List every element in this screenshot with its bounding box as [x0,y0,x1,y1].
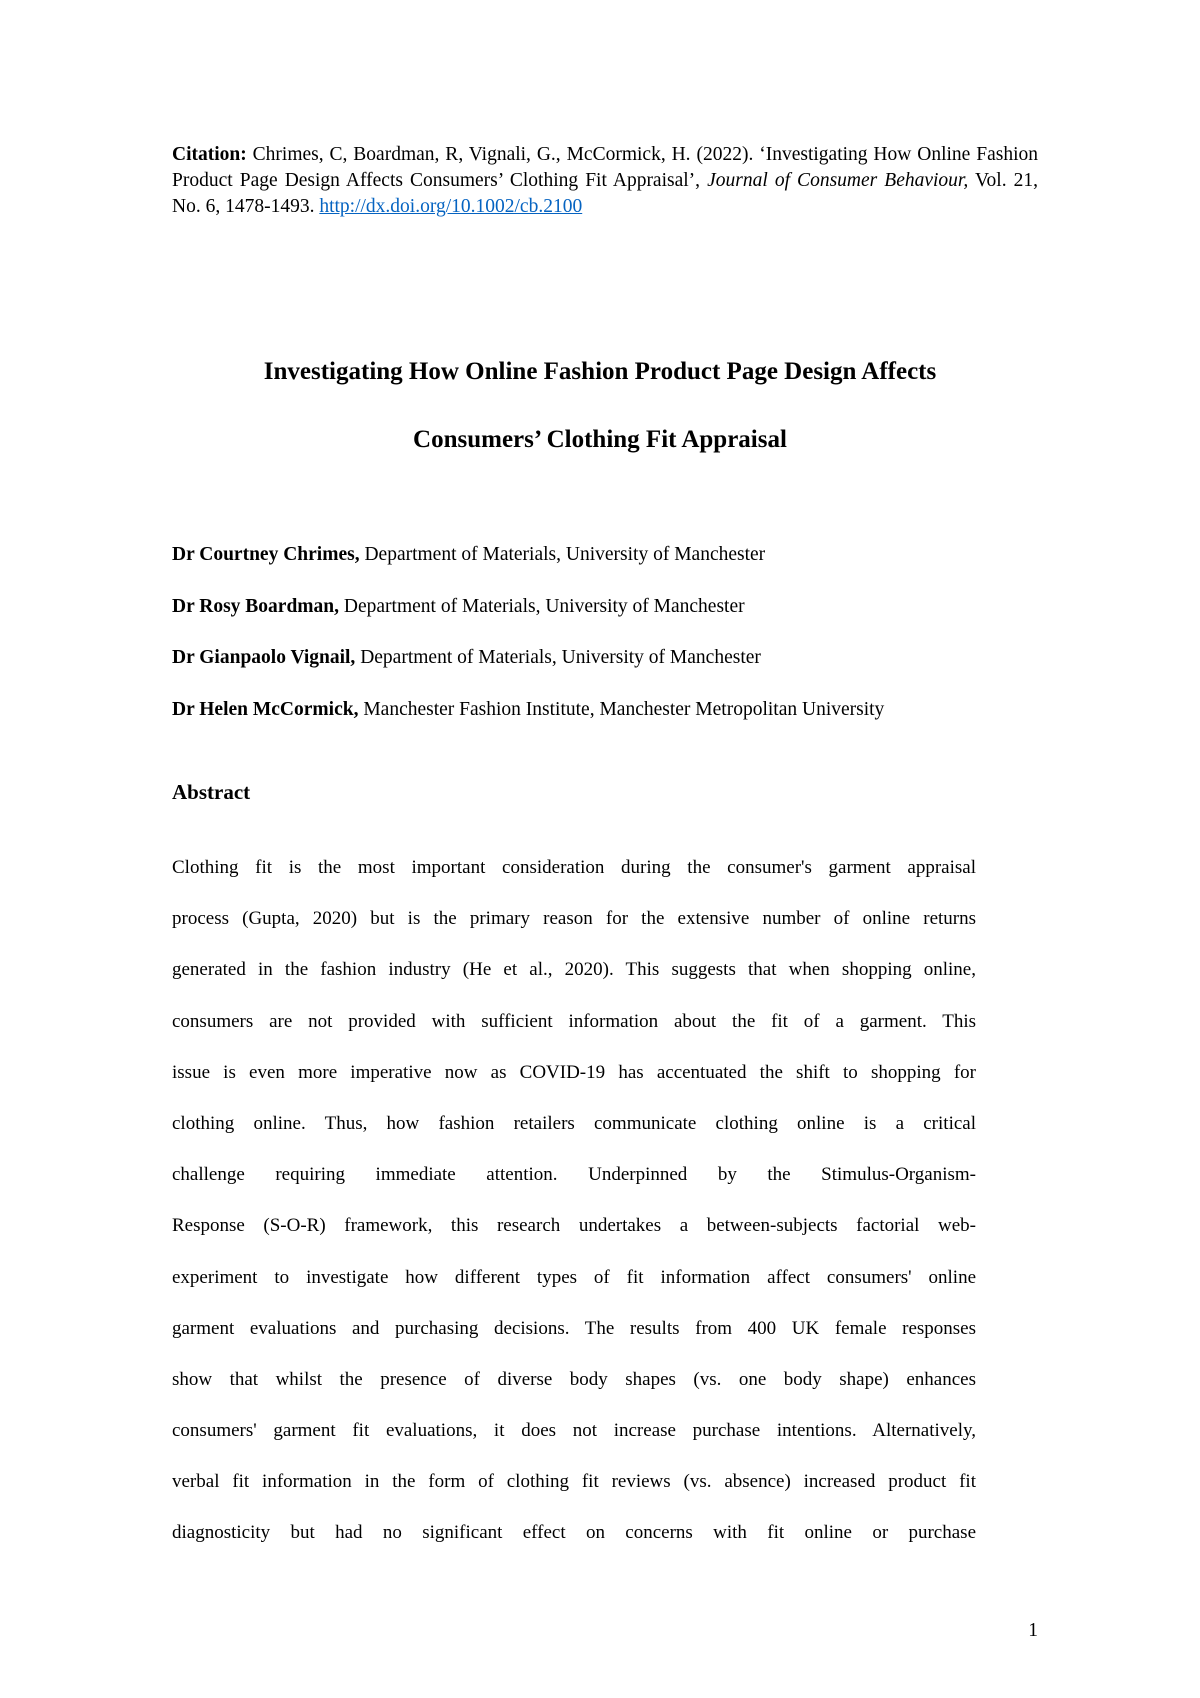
abstract-line: experiment to investigate how different types of fit information affect consumers' online [172,1266,976,1288]
abstract-line: Response (S-O-R) framework, this research undertakes a between-subjects factorial web- [172,1215,976,1237]
author-affiliation: Manchester Fashion Institute, Manchester Metropolitan University [358,698,885,720]
citation-label: Citation: [172,144,247,165]
author-list [172,542,1072,748]
author-name: Dr Rosy Boardman, [172,595,340,617]
abstract-text [172,842,976,1559]
citation-volume: Vol. 21, No. 6, 1478-1493. [172,170,1039,217]
abstract-line: challenge requiring immediate attention. Underpinned by the Stimulus-Organism- [172,1164,976,1186]
author-entry [172,645,1072,697]
abstract-heading: Abstract [172,780,251,804]
abstract-line: Clothing fit is the most important consideration during the consumer's garment appraisal [172,857,976,878]
abstract-line: consumers are not provided with sufficient information about the fit of a garment. This [172,1010,976,1032]
author-affiliation: Department of Materials, University of Manchester [359,544,766,565]
author-affiliation: Department of Materials, University of Manchester [355,647,761,668]
citation-journal: Journal of Consumer Behaviour, [707,170,969,191]
abstract-line: diagnosticity but had no significant effect on concerns with fit online or purchase [172,1522,976,1544]
author-name: Dr Helen McCormick, [172,698,359,720]
citation-block [172,142,1038,220]
paper-title-line-1: Investigating How Online Fashion Product Page Design Affects [263,358,937,385]
abstract-line: process (Gupta, 2020) but is the primary reason for the extensive number of online returns [172,908,976,930]
paper-title [120,338,1080,474]
author-name: Dr Courtney Chrimes, [172,544,360,565]
abstract-line: generated in the fashion industry (He et al., 2020). This suggests that when shopping online, [172,959,976,981]
author-entry [172,697,1072,749]
page-number: 1 [1028,1620,1038,1641]
abstract-line: clothing online. Thus, how fashion retailers communicate clothing online is a critical [172,1112,976,1134]
abstract-line: issue is even more imperative now as COVID-19 has accentuated the shift to shopping for [172,1061,976,1083]
abstract-line: consumers' garment fit evaluations, it does not increase purchase intentions. Alternatively, [172,1420,976,1442]
abstract-line: verbal fit information in the form of clothing fit reviews (vs. absence) increased product fit [172,1471,976,1493]
citation-text: Chrimes, C, Boardman, R, Vignali, G., McCormick, H. (2022). ‘Investigating How Online Fashion Product Page Design Affects Consumers’ Clothing Fit Appraisal’, [172,144,1038,191]
paper-title-line-2: Consumers’ Clothing Fit Appraisal [413,426,787,453]
doi-link[interactable]: http://dx.doi.org/10.1002/cb.2100 [319,196,583,217]
author-affiliation: Department of Materials, University of Manchester [339,595,745,617]
abstract-line: garment evaluations and purchasing decisions. The results from 400 UK female responses [172,1317,976,1339]
abstract-line: show that whilst the presence of diverse body shapes (vs. one body shape) enhances [172,1368,976,1390]
author-entry [172,542,1072,594]
author-name: Dr Gianpaolo Vignail, [172,647,356,668]
author-entry [172,594,1072,646]
